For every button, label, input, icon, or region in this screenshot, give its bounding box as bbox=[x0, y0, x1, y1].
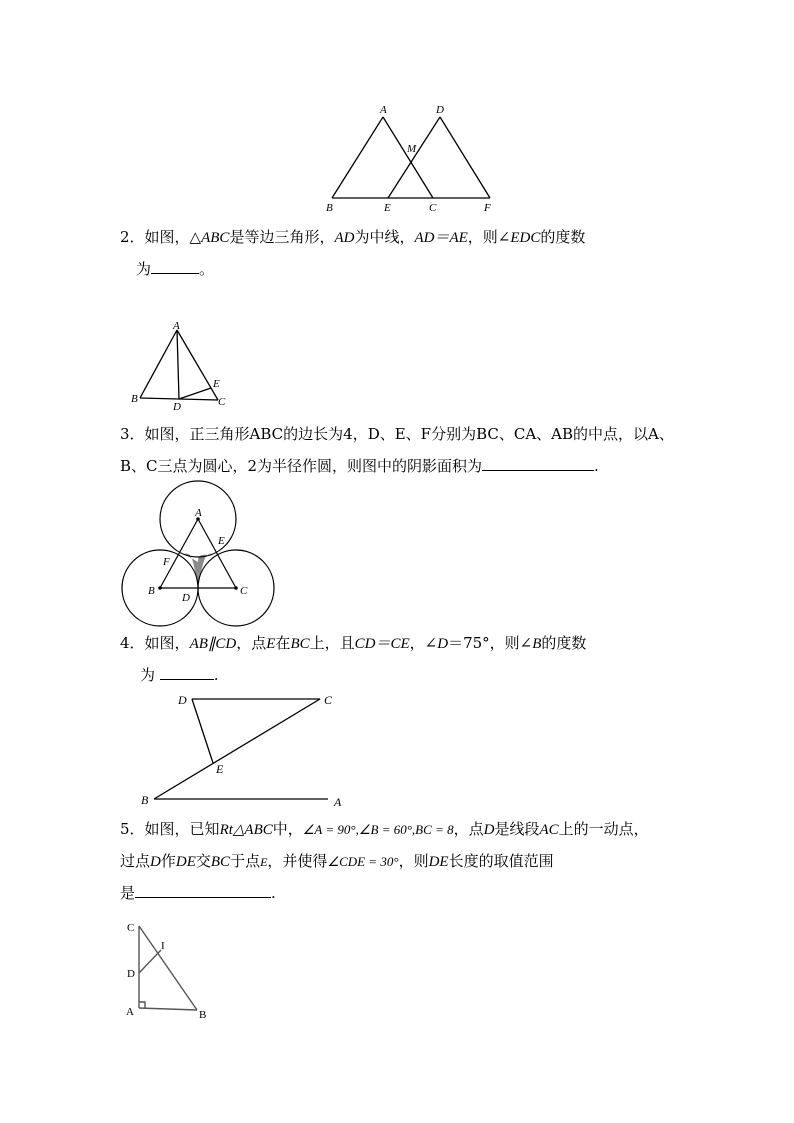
label-i: I bbox=[161, 940, 165, 952]
label-c: C bbox=[429, 202, 437, 214]
question-3-line-1: 3．如图，正三角形ABC的边长为4，D、E、F分别为BC、CA、AB的中点，以A、 bbox=[120, 425, 674, 443]
question-5-line-3: 是 . bbox=[120, 877, 276, 909]
label-b: B bbox=[141, 793, 149, 807]
label-d: D bbox=[127, 968, 135, 980]
figure-q2-triangle bbox=[128, 318, 238, 413]
label-c: C bbox=[240, 585, 248, 597]
label-d: D bbox=[182, 592, 190, 604]
label-e: E bbox=[218, 535, 225, 547]
answer-blank[interactable] bbox=[160, 663, 214, 680]
label-a: A bbox=[380, 104, 387, 116]
question-number: 3． bbox=[120, 425, 145, 443]
figure-q4-parallel bbox=[138, 688, 358, 813]
question-5-line-1: 5．如图，已知Rt△ABC中，∠A = 90°,∠B = 60°,BC = 8，点D是线段AC上的一动点， bbox=[120, 820, 649, 838]
label-b: B bbox=[148, 585, 155, 597]
question-number: 5． bbox=[120, 820, 145, 838]
label-f: F bbox=[163, 556, 170, 568]
question-2-line-2: 为 。 bbox=[136, 253, 214, 285]
question-2-line-1: 2．如图，△ABC是等边三角形，AD为中线，AD＝AE，则∠EDC的度数 bbox=[120, 228, 586, 246]
label-c: C bbox=[218, 396, 226, 408]
label-a: A bbox=[126, 1006, 134, 1018]
label-b: B bbox=[131, 393, 138, 405]
label-a: A bbox=[195, 507, 202, 519]
label-c: C bbox=[127, 922, 135, 934]
label-d: D bbox=[178, 693, 187, 707]
label-e: E bbox=[213, 378, 220, 390]
question-3-line-2: B、C三点为圆心，2为半径作圆，则图中的阴影面积为 . bbox=[120, 450, 599, 482]
question-4-line-1: 4．如图，AB∥CD，点E在BC上，且CD＝CE，∠D＝75°，则∠B的度数 bbox=[120, 634, 587, 652]
label-e: E bbox=[384, 202, 391, 214]
label-m: M bbox=[407, 143, 417, 155]
label-c: C bbox=[324, 693, 333, 707]
label-d: D bbox=[436, 104, 444, 116]
label-b: B bbox=[326, 202, 333, 214]
figure-q5-right-triangle bbox=[122, 918, 222, 1023]
label-a: A bbox=[173, 320, 180, 332]
answer-blank[interactable] bbox=[151, 257, 199, 274]
answer-blank[interactable] bbox=[482, 454, 594, 471]
label-d: D bbox=[173, 401, 181, 413]
question-number: 2． bbox=[120, 228, 145, 246]
answer-blank[interactable] bbox=[135, 881, 271, 898]
label-e: E bbox=[216, 762, 224, 776]
label-b: B bbox=[199, 1009, 207, 1021]
figure-two-triangles bbox=[320, 100, 500, 215]
question-number: 4． bbox=[120, 634, 145, 652]
question-5-line-2: 过点D作DE交BC于点E，并使得∠CDE = 30°，则DE长度的取值范围 bbox=[120, 852, 554, 870]
label-f: F bbox=[484, 202, 491, 214]
label-a: A bbox=[334, 795, 342, 809]
figure-q3-circles bbox=[118, 478, 278, 628]
question-4-line-2: 为 . bbox=[140, 659, 219, 691]
